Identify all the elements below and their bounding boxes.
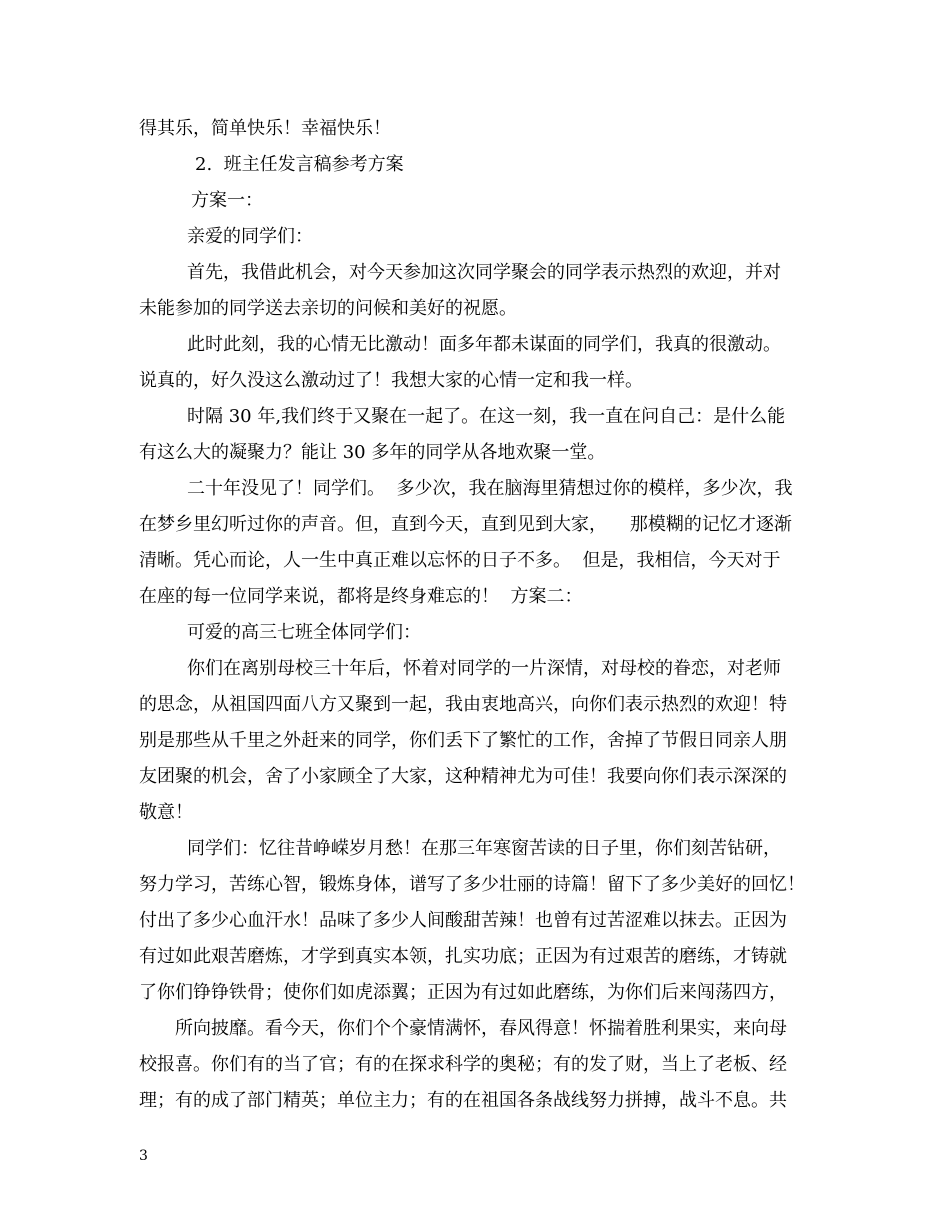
- text-line: 有过如此艰苦磨炼，才学到真实本领，扎实功底；正因为有过艰苦的磨练，才铸就: [139, 946, 787, 967]
- text-line: 同学们：忆往昔峥嵘岁月愁！在那三年寒窗苦读的日子里，你们刻苦钻研，: [187, 838, 781, 859]
- text-line: 亲爱的同学们：: [187, 226, 313, 247]
- text-line: 可爱的高三七班全体同学们：: [187, 622, 421, 643]
- text-line: 努力学习，苦练心智，锻炼身体，谱写了多少壮丽的诗篇！留下了多少美好的回忆！: [139, 874, 805, 895]
- text-line: 友团聚的机会，舍了小家顾全了大家，这种精神尤为可佳！我要向你们表示深深的: [139, 766, 787, 787]
- text-line: 清晰。凭心而论，人一生中真正难以忘怀的日子不多。 但是，我相信，今天对于: [139, 550, 781, 571]
- text-line: 未能参加的同学送去亲切的问候和美好的祝愿。: [139, 298, 517, 319]
- section-heading: 2. 班主任发言稿参考方案: [195, 154, 404, 175]
- text-line: 得其乐，简单快乐！幸福快乐！: [139, 118, 391, 139]
- page-number: 3: [139, 1148, 148, 1164]
- text-line: 付出了多少心血汗水！品味了多少人间酸甜苦辣！也曾有过苦涩难以抹去。正因为: [139, 910, 787, 931]
- text-line: 方案一：: [191, 190, 263, 211]
- text-line: 二十年没见了！同学们。 多少次，我在脑海里猜想过你的模样，多少次，我: [187, 478, 793, 499]
- text-line: 理；有的成了部门精英；单位主力；有的在祖国各条战线努力拼搏，战斗不息。共: [139, 1090, 787, 1111]
- text-line: 校报喜。你们有的当了官；有的在探求科学的奥秘；有的发了财，当上了老板、经: [139, 1054, 787, 1075]
- text-line: 在梦乡里幻听过你的声音。但，直到今天，直到见到大家， 那模糊的记忆才逐渐: [139, 514, 792, 535]
- text-line: 别是那些从千里之外赶来的同学，你们丢下了繁忙的工作，舍掉了节假日同亲人朋: [139, 730, 787, 751]
- text-line: 敬意！: [139, 802, 193, 823]
- text-line: 了你们铮铮铁骨；使你们如虎添翼；正因为有过如此磨练，为你们后来闯荡四方，: [139, 982, 787, 1003]
- text-line: 时隔 30 年,我们终于又聚在一起了。在这一刻，我一直在问自己：是什么能: [187, 406, 786, 427]
- text-line: 在座的每一位同学来说，都将是终身难忘的！ 方案二：: [139, 586, 583, 607]
- text-line: 所向披靡。看今天，你们个个豪情满怀，春风得意！怀揣着胜利果实，来向母: [175, 1018, 787, 1039]
- text-line: 有这么大的凝聚力？能让 30 多年的同学从各地欢聚一堂。: [139, 442, 606, 463]
- text-line: 此时此刻，我的心情无比激动！面多年都未谋面的同学们，我真的很激动。: [187, 334, 781, 355]
- text-line: 首先，我借此机会，对今天参加这次同学聚会的同学表示热烈的欢迎，并对: [187, 262, 781, 283]
- text-line: 你们在离别母校三十年后，怀着对同学的一片深情，对母校的眷恋，对老师: [187, 658, 781, 679]
- text-line: 说真的，好久没这么激动过了！我想大家的心情一定和我一样。: [139, 370, 643, 391]
- text-line: 的思念，从祖国四面八方又聚到一起，我由衷地高兴，向你们表示热烈的欢迎！特: [139, 694, 787, 715]
